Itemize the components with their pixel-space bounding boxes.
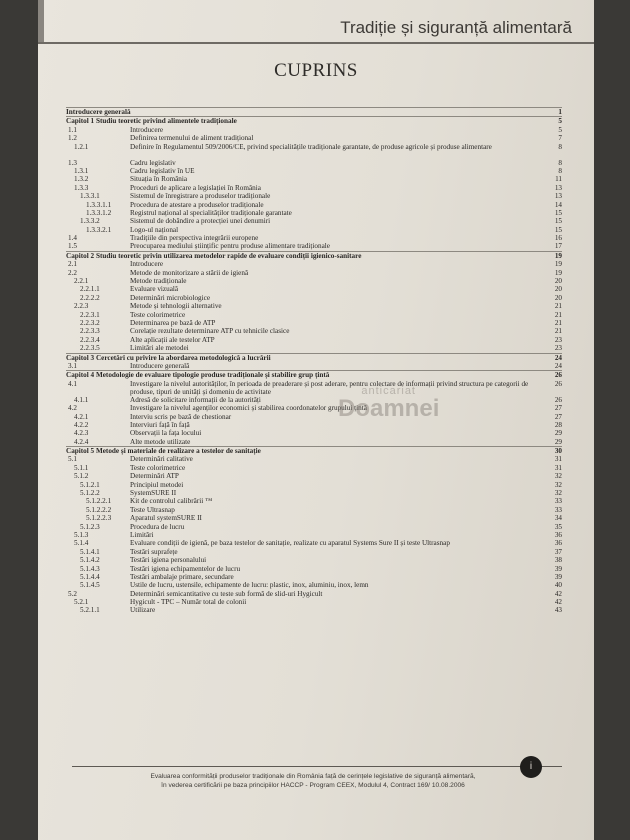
toc-entry-number: 2.2.3.1 [80,310,100,319]
toc-entry-title: Determinări calitative [130,455,193,464]
toc-entry-number: 5.1.4.3 [80,564,100,573]
toc-entry-page: 19 [554,251,562,260]
toc-entry-page: 7 [558,134,562,143]
toc-entry-number: 4.2.1 [74,412,89,421]
toc-chapter-row [66,446,562,455]
toc-entry-title: Limitări ale metodei [130,344,189,353]
toc-entry-number: 5.1.4 [74,539,89,548]
toc-entry-number: 1.1 [68,125,77,134]
toc-entry-page: 32 [554,480,562,489]
watermark-logo [338,385,439,423]
toc-entry-page: 31 [554,463,562,472]
toc-entry-row [66,514,562,522]
toc-entry-title: Capitol 2 Studiu teoretic privin utilizarea metodelor rapide de evaluare condiții igienico-sanitare [66,251,362,260]
toc-entry-number: 2.2.1.1 [80,285,100,294]
toc-entry-number: 5.1.4.1 [80,547,100,556]
toc-entry-row [66,277,562,285]
toc-entry-page: 11 [555,175,562,184]
toc-entry-row [66,438,562,446]
toc-entry-page: 40 [554,581,562,590]
toc-entry-title: Ustile de lucru, ustensile, echipamente de lucru: plastic, inox, aluminiu, inox, lemn [130,581,369,590]
toc-entry-row [66,362,562,370]
toc-entry-row [66,539,562,547]
toc-entry-title: Testări ambalaje primare, secundare [130,572,234,581]
toc-entry-title: Limitări [130,530,154,539]
toc-entry-title: Investigare la nivelul agenților economici și stabilirea coordonatelor grupului țintă [130,404,367,413]
toc-chapter-row [66,107,562,116]
toc-entry-page: 29 [554,429,562,438]
toc-entry-number: 5.1.3 [74,530,89,539]
toc-entry-page: 21 [554,318,562,327]
toc-entry-number: 1.3.2 [74,175,89,184]
toc-entry-title: Hygicult - TPC – Număr total de colonii [130,598,247,607]
toc-entry-row [66,565,562,573]
toc-entry-number: 1.3 [68,158,77,167]
toc-entry-row [66,226,562,234]
toc-entry-number: 2.1 [68,260,77,269]
toc-entry-page: 30 [554,447,562,456]
toc-entry-title: Procedura de lucru [130,522,185,531]
toc-entry-row [66,269,562,277]
toc-entry-row [66,336,562,344]
toc-entry-row [66,192,562,200]
toc-chapter-row [66,353,562,362]
toc-entry-number: 2.2.3 [74,302,89,311]
toc-entry-row [66,143,562,159]
toc-entry-row [66,184,562,192]
toc-entry-number: 4.1.1 [74,395,89,404]
toc-entry-page: 35 [554,522,562,531]
toc-entry-row [66,134,562,142]
toc-entry-number: 5.1.2.2.1 [86,497,112,506]
toc-entry-row [66,548,562,556]
toc-entry-row [66,344,562,352]
toc-entry-page: 1 [558,108,562,116]
toc-entry-title: Sistemul de înregistrare a produselor tradiționale [130,192,271,201]
toc-entry-title: Teste colorimetrice [130,310,186,319]
toc-entry-row [66,506,562,514]
toc-entry-row [66,294,562,302]
toc-entry-row [66,159,562,167]
toc-entry-row [66,421,562,429]
toc-entry-number: 3.1 [68,361,77,370]
toc-entry-title: Determinări ATP [130,472,179,481]
toc-entry-title: Sistemul de dobândire a protecției unei denumiri [130,217,271,226]
toc-entry-title: Procedura de atestare a produselor tradiționale [130,200,264,209]
toc-entry-title: Capitol 4 Metodologie de evaluare tipologie produse tradiționale și stabilire grup țintă [66,371,330,380]
header-rule [38,0,44,42]
toc-entry-title: Capitol 3 Cercetări cu privire la abordarea metodologică a lucrării [66,353,271,362]
toc-entry-number: 5.1.2.2 [80,489,100,498]
toc-entry-row [66,531,562,539]
toc-entry-row [66,217,562,225]
toc-entry-row [66,396,562,404]
toc-entry-title: Utilizare [130,606,156,615]
toc-entry-row [66,590,562,598]
toc-entry-row [66,606,562,614]
table-of-contents [66,107,562,615]
toc-entry-title: Cadru legislativ în UE [130,166,195,175]
toc-entry-row [66,429,562,437]
watermark-big-text: Doamnei [338,395,440,422]
toc-entry-row [66,455,562,463]
toc-entry-row [66,209,562,217]
toc-entry-title: Evaluare condiții de igienă, pe baza testelor de sanitație, realizate cu aparatul Systems Sure II și teste Ultrasnap [130,539,450,548]
toc-entry-number: 1.3.3.1 [80,192,100,201]
toc-entry-page: 14 [554,200,562,209]
toc-entry-row [66,302,562,310]
toc-entry-page: 21 [554,302,562,311]
footer-text [98,772,528,790]
toc-entry-page: 32 [554,472,562,481]
toc-entry-page: 43 [554,606,562,615]
toc-entry-row [66,126,562,134]
toc-entry-number: 5.1.2.3 [80,522,100,531]
toc-entry-number: 1.3.3.2 [80,217,100,226]
toc-entry-title: Preocuparea mediului științific pentru produse alimentare tradiționale [130,242,330,251]
toc-entry-page: 23 [554,335,562,344]
toc-entry-row [66,167,562,175]
toc-entry-title: Observații la fața locului [130,429,202,438]
toc-entry-number: 5.1.4.5 [80,581,100,590]
toc-entry-number: 1.3.3.1.2 [86,208,112,217]
toc-entry-page: 32 [554,489,562,498]
toc-entry-title: Logo-ul național [130,225,179,234]
toc-entry-page: 42 [554,598,562,607]
toc-entry-title: Definire în Regulamentul 509/2006/CE, privind specialitățile tradiționale garantate, de produse agricole și produse alimentare [130,142,492,151]
toc-entry-title: Interviu scris pe bază de chestionar [130,412,232,421]
toc-entry-title: Introducere [130,260,164,269]
toc-entry-number: 5.2.1.1 [80,606,100,615]
toc-entry-number: 5.1.4.4 [80,572,100,581]
toc-entry-row [66,285,562,293]
toc-entry-row [66,489,562,497]
toc-entry-title: Interviuri față în față [130,420,190,429]
toc-entry-number: 5.2.1 [74,598,89,607]
toc-entry-title: Alte metode utilizate [130,437,191,446]
toc-entry-page: 5 [558,125,562,134]
toc-entry-page: 27 [554,412,562,421]
footer-rule [72,766,562,767]
book-page [38,0,594,840]
toc-entry-title: Capitol 5 Metode și materiale de realizare a testelor de sanitație [66,447,261,456]
toc-entry-number: 2.2.3.3 [80,327,100,336]
toc-entry-title: Alte aplicații ale testelor ATP [130,335,215,344]
toc-entry-page: 13 [554,183,562,192]
toc-entry-title: Testări igiena personalului [130,556,207,565]
toc-entry-title: Introducere generală [130,361,190,370]
toc-entry-page: 37 [554,547,562,556]
toc-entry-title: Introducere [130,125,164,134]
toc-entry-title: Proceduri de aplicare a legislației în România [130,183,261,192]
toc-entry-row [66,464,562,472]
toc-entry-page: 24 [554,361,562,370]
toc-entry-page: 17 [554,242,562,251]
footer-line-2: în vederea certificării pe baza principiilor HACCP - Program CEEX, Modulul 4, Contract 169/ 10.08.2006 [161,782,465,789]
toc-entry-title: Determinarea pe bază de ATP [130,318,216,327]
toc-entry-title: Corelație rezultate determinare ATP cu tehnicile clasice [130,327,290,336]
toc-entry-page: 39 [554,572,562,581]
toc-entry-number: 4.2.3 [74,429,89,438]
toc-entry-number: 1.3.1 [74,166,89,175]
toc-chapter-row [66,251,562,260]
toc-entry-number: 4.2 [68,404,77,413]
toc-entry-number: 5.1.2.2.3 [86,514,112,523]
toc-entry-number: 5.1 [68,455,77,464]
toc-entry-row [66,573,562,581]
toc-entry-number: 1.3.3.2.1 [86,225,112,234]
toc-entry-title: Capitol 1 Studiu teoretic privind alimentele tradiționale [66,117,237,126]
toc-entry-row [66,581,562,589]
toc-entry-title: Aparatul systemSURE II [130,514,202,523]
toc-entry-title: Metode tradiționale [130,277,187,286]
toc-entry-page: 8 [558,166,562,175]
toc-entry-number: 2.2 [68,268,77,277]
toc-entry-row [66,242,562,250]
toc-entry-title: Determinări semicantitative cu teste sub formă de slid-uri Hygicult [130,589,323,598]
toc-entry-title: Evaluare vizuală [130,285,179,294]
toc-entry-title: Metode de monitorizare a stării de igienă [130,268,249,277]
toc-entry-title: Testări igiena echipamentelor de lucru [130,564,241,573]
toc-entry-page: 36 [554,539,562,548]
toc-entry-number: 1.2 [68,134,77,143]
toc-entry-title: Teste Ultrasnap [130,505,175,514]
page-header [38,0,594,44]
toc-entry-page: 5 [558,117,562,126]
toc-entry-row [66,497,562,505]
toc-entry-number: 5.1.2.2.2 [86,505,112,514]
toc-entry-row [66,260,562,268]
toc-entry-page: 29 [554,437,562,446]
toc-entry-page: 8 [558,158,562,167]
toc-entry-row [66,234,562,242]
toc-entry-page: 36 [554,530,562,539]
toc-entry-page: 27 [554,404,562,413]
toc-entry-page: 8 [558,142,562,151]
toc-entry-row [66,319,562,327]
toc-entry-page: 13 [554,192,562,201]
toc-entry-title: Metode și tehnologii alternative [130,302,222,311]
toc-entry-row [66,311,562,319]
toc-entry-title: Situația în România [130,175,188,184]
toc-entry-number: 1.5 [68,242,77,251]
toc-entry-row [66,380,562,396]
toc-entry-page: 31 [554,455,562,464]
watermark-small-text: anticariat [361,385,416,397]
toc-entry-page: 24 [554,353,562,362]
toc-entry-page: 28 [554,420,562,429]
toc-entry-number: 4.2.4 [74,437,89,446]
toc-entry-title: Teste colorimetrice [130,463,186,472]
toc-chapter-row [66,370,562,379]
toc-entry-row [66,472,562,480]
toc-entry-page: 15 [554,225,562,234]
toc-entry-row [66,598,562,606]
toc-entry-page: 26 [554,371,562,380]
toc-entry-number: 5.2 [68,589,77,598]
toc-entry-row [66,327,562,335]
toc-entry-row [66,175,562,183]
toc-entry-title: Adresă de solicitare informații de la autorități [130,395,261,404]
toc-entry-page: 23 [554,344,562,353]
toc-entry-page: 33 [554,497,562,506]
toc-entry-page: 42 [554,589,562,598]
toc-entry-title: Testări suprafețe [130,547,178,556]
toc-entry-page: 39 [554,564,562,573]
toc-entry-title: SystemSURE II [130,489,177,498]
toc-entry-number: 5.1.2.1 [80,480,100,489]
toc-entry-page: 15 [554,208,562,217]
toc-entry-row [66,481,562,489]
toc-entry-number: 2.2.2.2 [80,293,100,302]
toc-entry-number: 2.2.3.5 [80,344,100,353]
toc-entry-title: Cadru legislativ [130,158,176,167]
toc-entry-row [66,523,562,531]
footer-line-1: Evaluarea conformității produselor tradiționale din România față de cerințele legislative de siguranță alimentară, [150,773,476,780]
toc-entry-number: 1.3.3 [74,183,89,192]
toc-entry-page: 26 [554,395,562,404]
toc-entry-row [66,556,562,564]
toc-entry-page: 34 [554,514,562,523]
toc-entry-number: 1.3.3.1.1 [86,200,112,209]
running-title: Tradiție și siguranță alimentară [340,18,572,37]
toc-entry-title: Principiul metodei [130,480,184,489]
toc-entry-title: Kit de controlul calibrării ™ [130,497,213,506]
toc-entry-page: 33 [554,505,562,514]
toc-entry-page: 19 [554,268,562,277]
toc-entry-row [66,404,562,412]
toc-entry-title: Investigare la nivelul autorităților, în perioada de preaderare și post aderare, pentru colectare de informații privind structura pe categorii de produse, tipuri de unități și domeniu de activitate [130,379,529,396]
toc-chapter-row [66,116,562,125]
toc-entry-title: Registrul național al specialităților tradiționale garantate [130,208,292,217]
toc-entry-page: 16 [554,234,562,243]
toc-entry-number: 2.2.3.4 [80,335,100,344]
toc-entry-title: Determinări microbiologice [130,293,211,302]
toc-entry-number: 5.1.2 [74,472,89,481]
toc-entry-number: 4.1 [68,379,77,388]
toc-entry-number: 2.2.1 [74,277,89,286]
toc-entry-number: 5.1.4.2 [80,556,100,565]
toc-entry-page: 20 [554,285,562,294]
toc-entry-number: 5.1.1 [74,463,89,472]
page-number-badge: i [520,756,542,778]
toc-entry-page: 26 [554,379,562,388]
toc-entry-row [66,413,562,421]
toc-entry-number: 2.2.3.2 [80,318,100,327]
toc-entry-number: 1.2.1 [74,142,89,151]
toc-entry-number: 1.4 [68,234,77,243]
toc-entry-row [66,201,562,209]
toc-heading: CUPRINS [274,60,358,81]
toc-entry-title: Definirea termenului de aliment tradițional [130,134,254,143]
toc-entry-page: 21 [554,327,562,336]
toc-entry-page: 15 [554,217,562,226]
toc-entry-title: Introducere generală [66,108,131,116]
toc-entry-number: 4.2.2 [74,420,89,429]
toc-entry-page: 20 [554,293,562,302]
toc-entry-page: 20 [554,277,562,286]
toc-entry-page: 19 [554,260,562,269]
toc-entry-page: 21 [554,310,562,319]
toc-entry-page: 38 [554,556,562,565]
toc-entry-title: Tradițiile din perspectiva integrării europene [130,234,259,243]
